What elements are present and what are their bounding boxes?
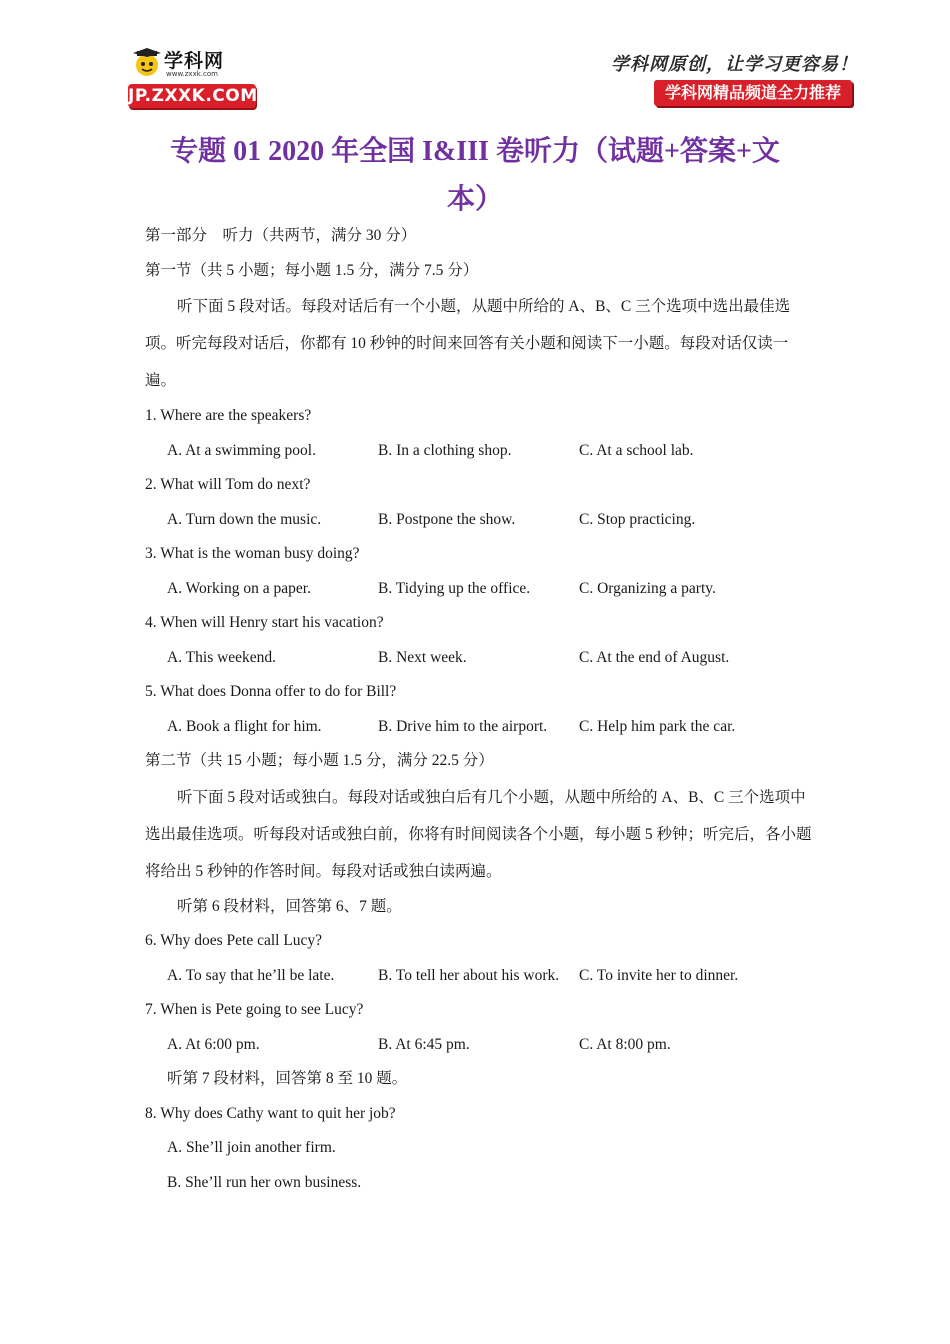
question-options [145, 572, 815, 607]
section2-questions [145, 924, 815, 1062]
zxxk-logo[interactable] [128, 44, 260, 110]
question-options [145, 1028, 815, 1063]
option-c: C. Stop practicing. [579, 510, 696, 528]
option-b: B. Tidying up the office. [378, 579, 531, 597]
option-b: B. To tell her about his work. [378, 966, 560, 984]
option-b: B. Postpone the show. [378, 510, 516, 528]
question-stem: 1. Where are the speakers? [145, 407, 312, 424]
option-c: C. Organizing a party. [579, 579, 716, 597]
logo-text: 学科网 [164, 50, 225, 72]
section1-heading: 第一节（共 5 小题；每小题 1.5 分，满分 7.5 分） [145, 261, 479, 279]
option-a: A. She’ll join another firm. [167, 1139, 336, 1156]
section2-heading: 第二节（共 15 小题；每小题 1.5 分，满分 22.5 分） [145, 752, 494, 769]
option-c: C. At 8:00 pm. [579, 1035, 671, 1053]
question-stem: 6. Why does Pete call Lucy? [145, 932, 323, 949]
material-7-note: 听第 7 段材料，回答第 8 至 10 题。 [167, 1070, 408, 1087]
question-options [145, 434, 815, 469]
option-b: B. In a clothing shop. [378, 441, 512, 459]
option-a: A. Turn down the music. [167, 510, 322, 528]
section2-instructions: 听下面 5 段对话或独白。每段对话或独白后有几个小题，从题中所给的 A、B、C 三个选项中选出最佳选项。听每段对话或独白前，你将有时间阅读各个小题，每小题 5 秒钟；听完后，各小题将给出 5 秒钟的作答时间。每段对话或独白读两遍。 [145, 788, 812, 880]
question-stem: 4. When will Henry start his vacation? [145, 614, 384, 631]
material-6-note: 听第 6 段材料，回答第 6、7 题。 [177, 897, 402, 915]
option-a: A. Book a flight for him. [167, 717, 322, 735]
question-stem: 7. When is Pete going to see Lucy? [145, 1001, 364, 1018]
option-a: A. At a swimming pool. [167, 441, 316, 459]
option-b: B. She’ll run her own business. [167, 1173, 362, 1191]
option-c: C. At the end of August. [579, 648, 730, 666]
option-a: A. To say that he’ll be late. [167, 966, 335, 984]
option-c: C. To invite her to dinner. [579, 966, 739, 984]
question-stem: 8. Why does Cathy want to quit her job? [145, 1104, 396, 1122]
option-b: B. Next week. [378, 648, 467, 666]
logo-url: www.zxxk.com [166, 70, 218, 78]
document-title [145, 128, 805, 224]
part-heading: 第一部分 听力（共两节，满分 30 分） [145, 227, 417, 244]
question-stem: 3. What is the woman busy doing? [145, 545, 360, 562]
option-b: B. Drive him to the airport. [378, 717, 548, 735]
option-a: A. Working on a paper. [167, 579, 311, 597]
document-body [145, 219, 815, 1200]
page-header [0, 0, 950, 120]
question-options [145, 641, 815, 676]
question-stem: 2. What will Tom do next? [145, 476, 311, 493]
question-options [145, 959, 815, 994]
mascot-icon [132, 48, 162, 78]
logo-badge: JP.ZXXK.COM [128, 86, 258, 106]
title-line-2: 本） [446, 184, 503, 215]
section1-questions [145, 399, 815, 744]
option-a: A. At 6:00 pm. [167, 1035, 260, 1053]
question-stem: 5. What does Donna offer to do for Bill? [145, 683, 397, 700]
promo-banner[interactable]: 学科网精品频道全力推荐 [654, 80, 852, 106]
option-c: C. Help him park the car. [579, 717, 736, 735]
slogan: 学科网原创，让学习更容易！ [611, 54, 858, 75]
option-a: A. This weekend. [167, 648, 277, 666]
option-c: C. At a school lab. [579, 441, 694, 459]
section1-instructions: 听下面 5 段对话。每段对话后有一个小题，从题中所给的 A、B、C 三个选项中选出最佳选项。听完每段对话后，你都有 10 秒钟的时间来回答有关小题和阅读下一小题。每段对话仅读一遍。 [145, 298, 791, 389]
question-options [145, 503, 815, 538]
title-line-1: 专题 01 2020 年全国 I&III 卷听力（试题+答案+文 [170, 136, 780, 167]
option-b: B. At 6:45 pm. [378, 1035, 470, 1053]
question-options [145, 710, 815, 745]
